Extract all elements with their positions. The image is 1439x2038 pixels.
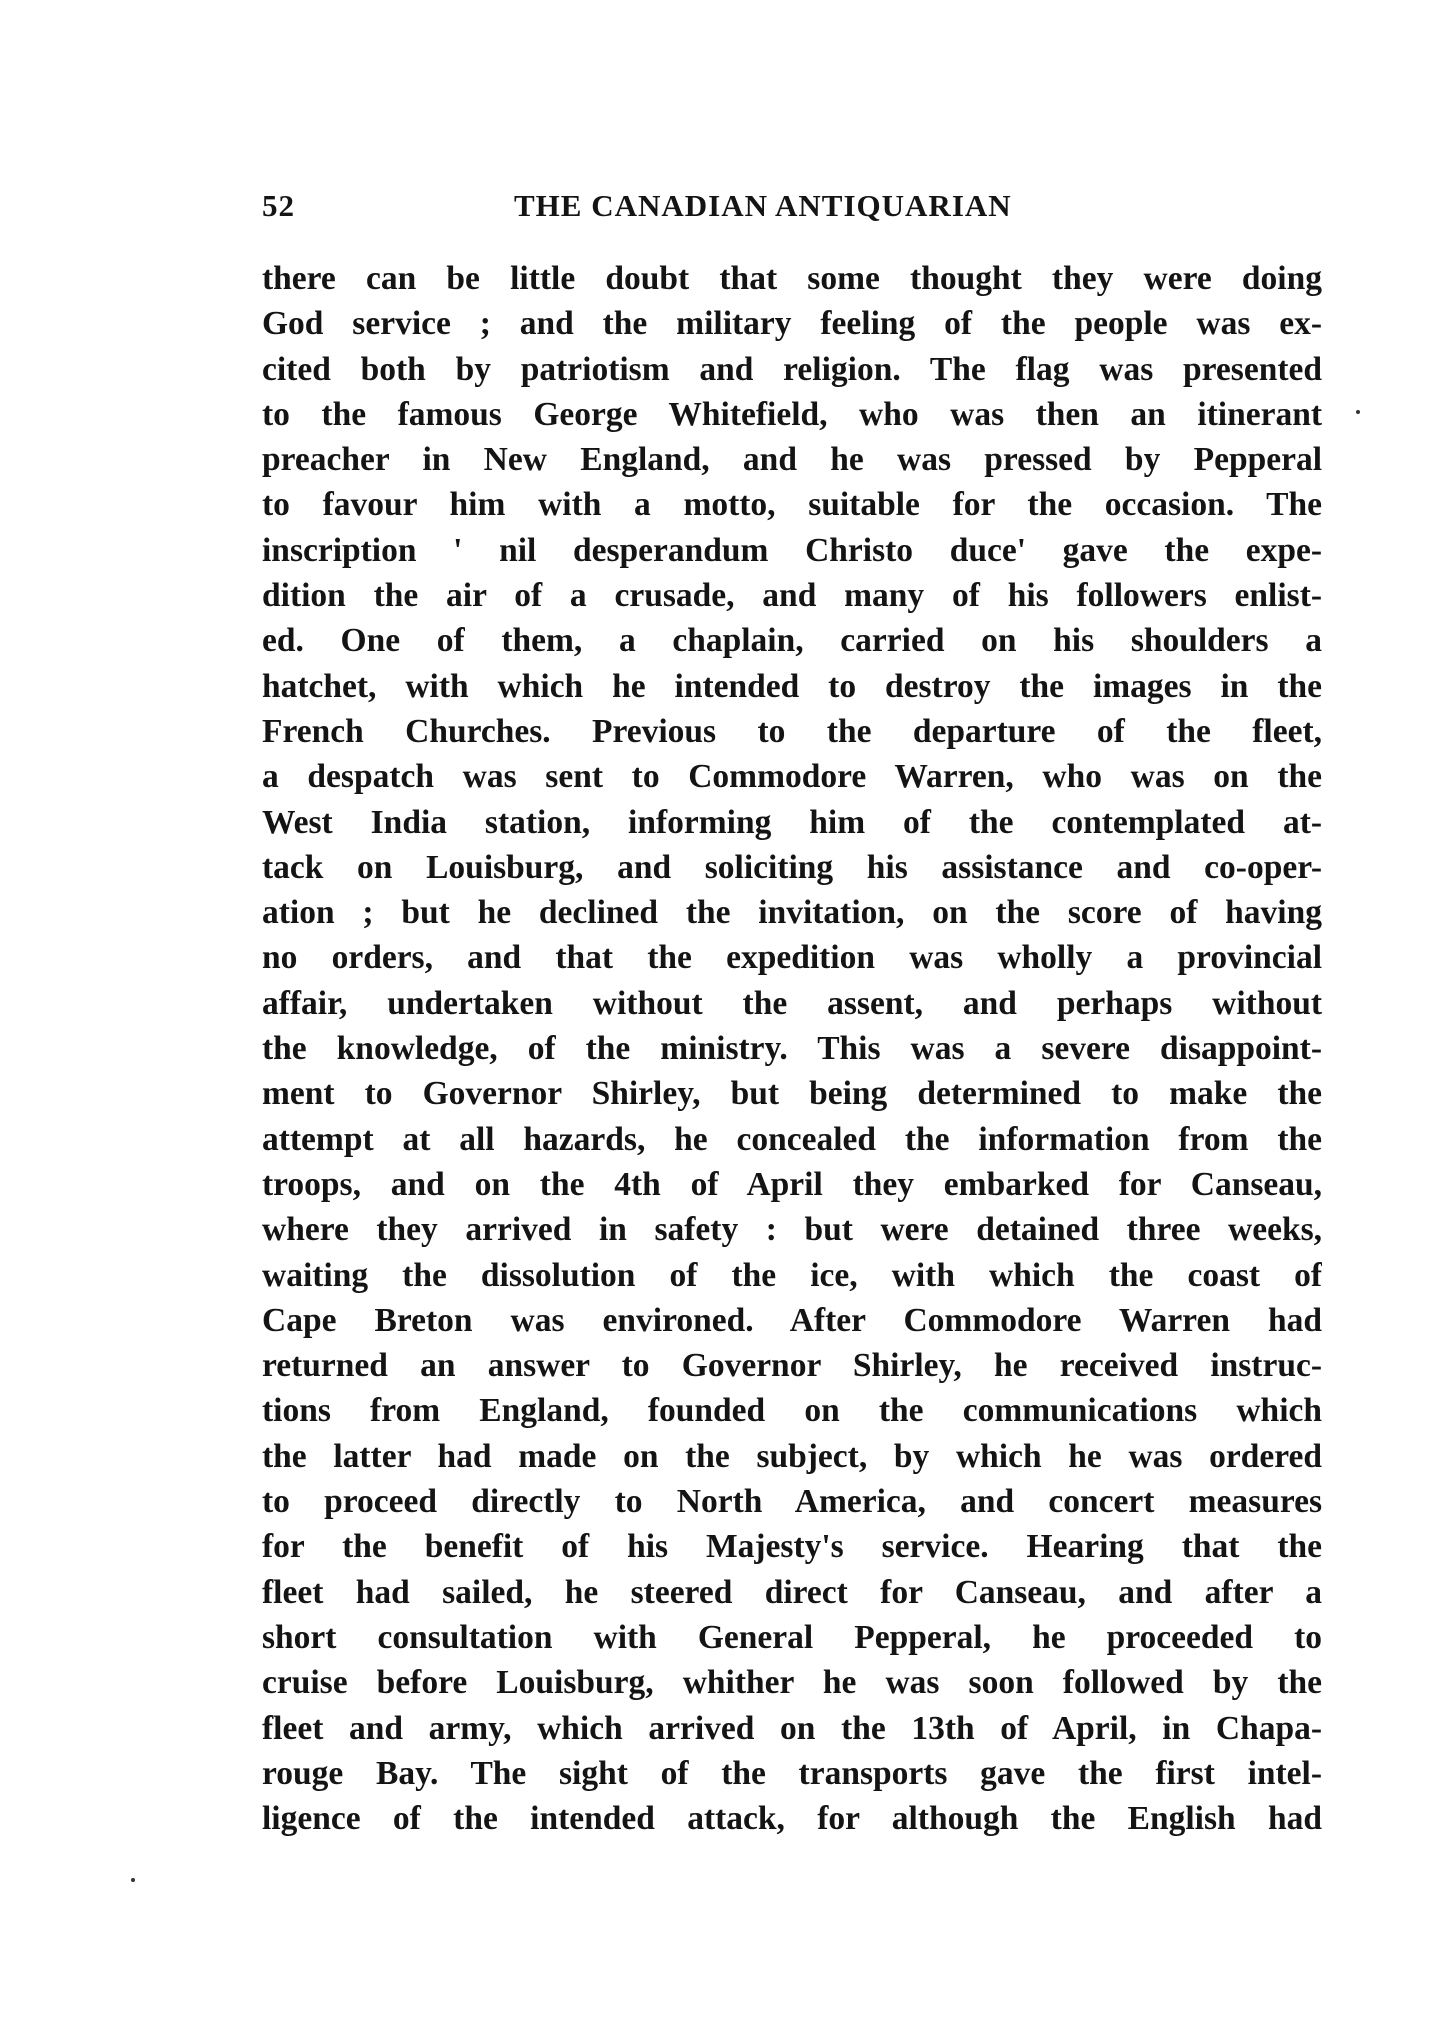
text-line: God service ; and the military feeling of the people was ex- — [262, 305, 1322, 343]
text-line: hatchet, with which he intended to destroy the images in the — [262, 667, 1322, 705]
text-line: a despatch was sent to Commodore Warren, who was on the — [262, 758, 1322, 796]
text-line: short consultation with General Pepperal, he proceeded to — [262, 1618, 1322, 1656]
text-line: French Churches. Previous to the departure of the fleet, — [262, 712, 1322, 750]
text-line: the knowledge, of the ministry. This was a severe disappoint- — [262, 1030, 1322, 1068]
text-line: fleet had sailed, he steered direct for Canseau, and after a — [262, 1573, 1322, 1611]
text-line: the latter had made on the subject, by which he was ordered — [262, 1437, 1322, 1475]
text-line: ment to Governor Shirley, but being determined to make the — [262, 1075, 1322, 1113]
text-line: cited both by patriotism and religion. The flag was presented — [262, 350, 1322, 388]
page-number: 52 — [262, 188, 295, 223]
text-line: for the benefit of his Majesty's service. Hearing that the — [262, 1528, 1322, 1566]
text-line: ligence of the intended attack, for although the English had — [262, 1800, 1322, 1838]
text-line: preacher in New England, and he was pressed by Pepperal — [262, 441, 1322, 479]
body-text — [262, 256, 1322, 1841]
text-line: ed. One of them, a chaplain, carried on his shoulders a — [262, 622, 1322, 660]
text-line: troops, and on the 4th of April they embarked for Canseau, — [262, 1165, 1322, 1203]
running-title: THE CANADIAN ANTIQUARIAN — [514, 188, 1012, 223]
text-line: attempt at all hazards, he concealed the information from the — [262, 1120, 1322, 1158]
text-line: tack on Louisburg, and soliciting his assistance and co-oper- — [262, 848, 1322, 886]
text-line: ation ; but he declined the invitation, on the score of having — [262, 894, 1322, 932]
text-line: to the famous George Whitefield, who was then an itinerant — [262, 395, 1322, 433]
text-line: returned an answer to Governor Shirley, he received instruc- — [262, 1347, 1322, 1385]
text-line: waiting the dissolution of the ice, with which the coast of — [262, 1256, 1322, 1294]
text-line: Cape Breton was environed. After Commodore Warren had — [262, 1301, 1322, 1339]
text-line: affair, undertaken without the assent, and perhaps without — [262, 984, 1322, 1022]
text-line: no orders, and that the expedition was wholly a provincial — [262, 939, 1322, 977]
text-line: cruise before Louisburg, whither he was soon followed by the — [262, 1664, 1322, 1702]
text-line: West India station, informing him of the contemplated at- — [262, 803, 1322, 841]
text-line: to favour him with a motto, suitable for the occasion. The — [262, 486, 1322, 524]
text-line: to proceed directly to North America, and concert measures — [262, 1483, 1322, 1521]
text-line: fleet and army, which arrived on the 13th of April, in Chapa- — [262, 1709, 1322, 1747]
scan-speck — [1356, 410, 1360, 414]
text-line: there can be little doubt that some thought they were doing — [262, 260, 1322, 297]
text-line: rouge Bay. The sight of the transports gave the first intel- — [262, 1754, 1322, 1792]
text-line: dition the air of a crusade, and many of his followers enlist- — [262, 577, 1322, 615]
running-head — [262, 188, 1322, 228]
scan-speck — [131, 1878, 135, 1882]
text-line: where they arrived in safety : but were detained three weeks, — [262, 1211, 1322, 1249]
text-line: tions from England, founded on the communications which — [262, 1392, 1322, 1430]
text-line: inscription ' nil desperandum Christo duce' gave the expe- — [262, 531, 1322, 569]
